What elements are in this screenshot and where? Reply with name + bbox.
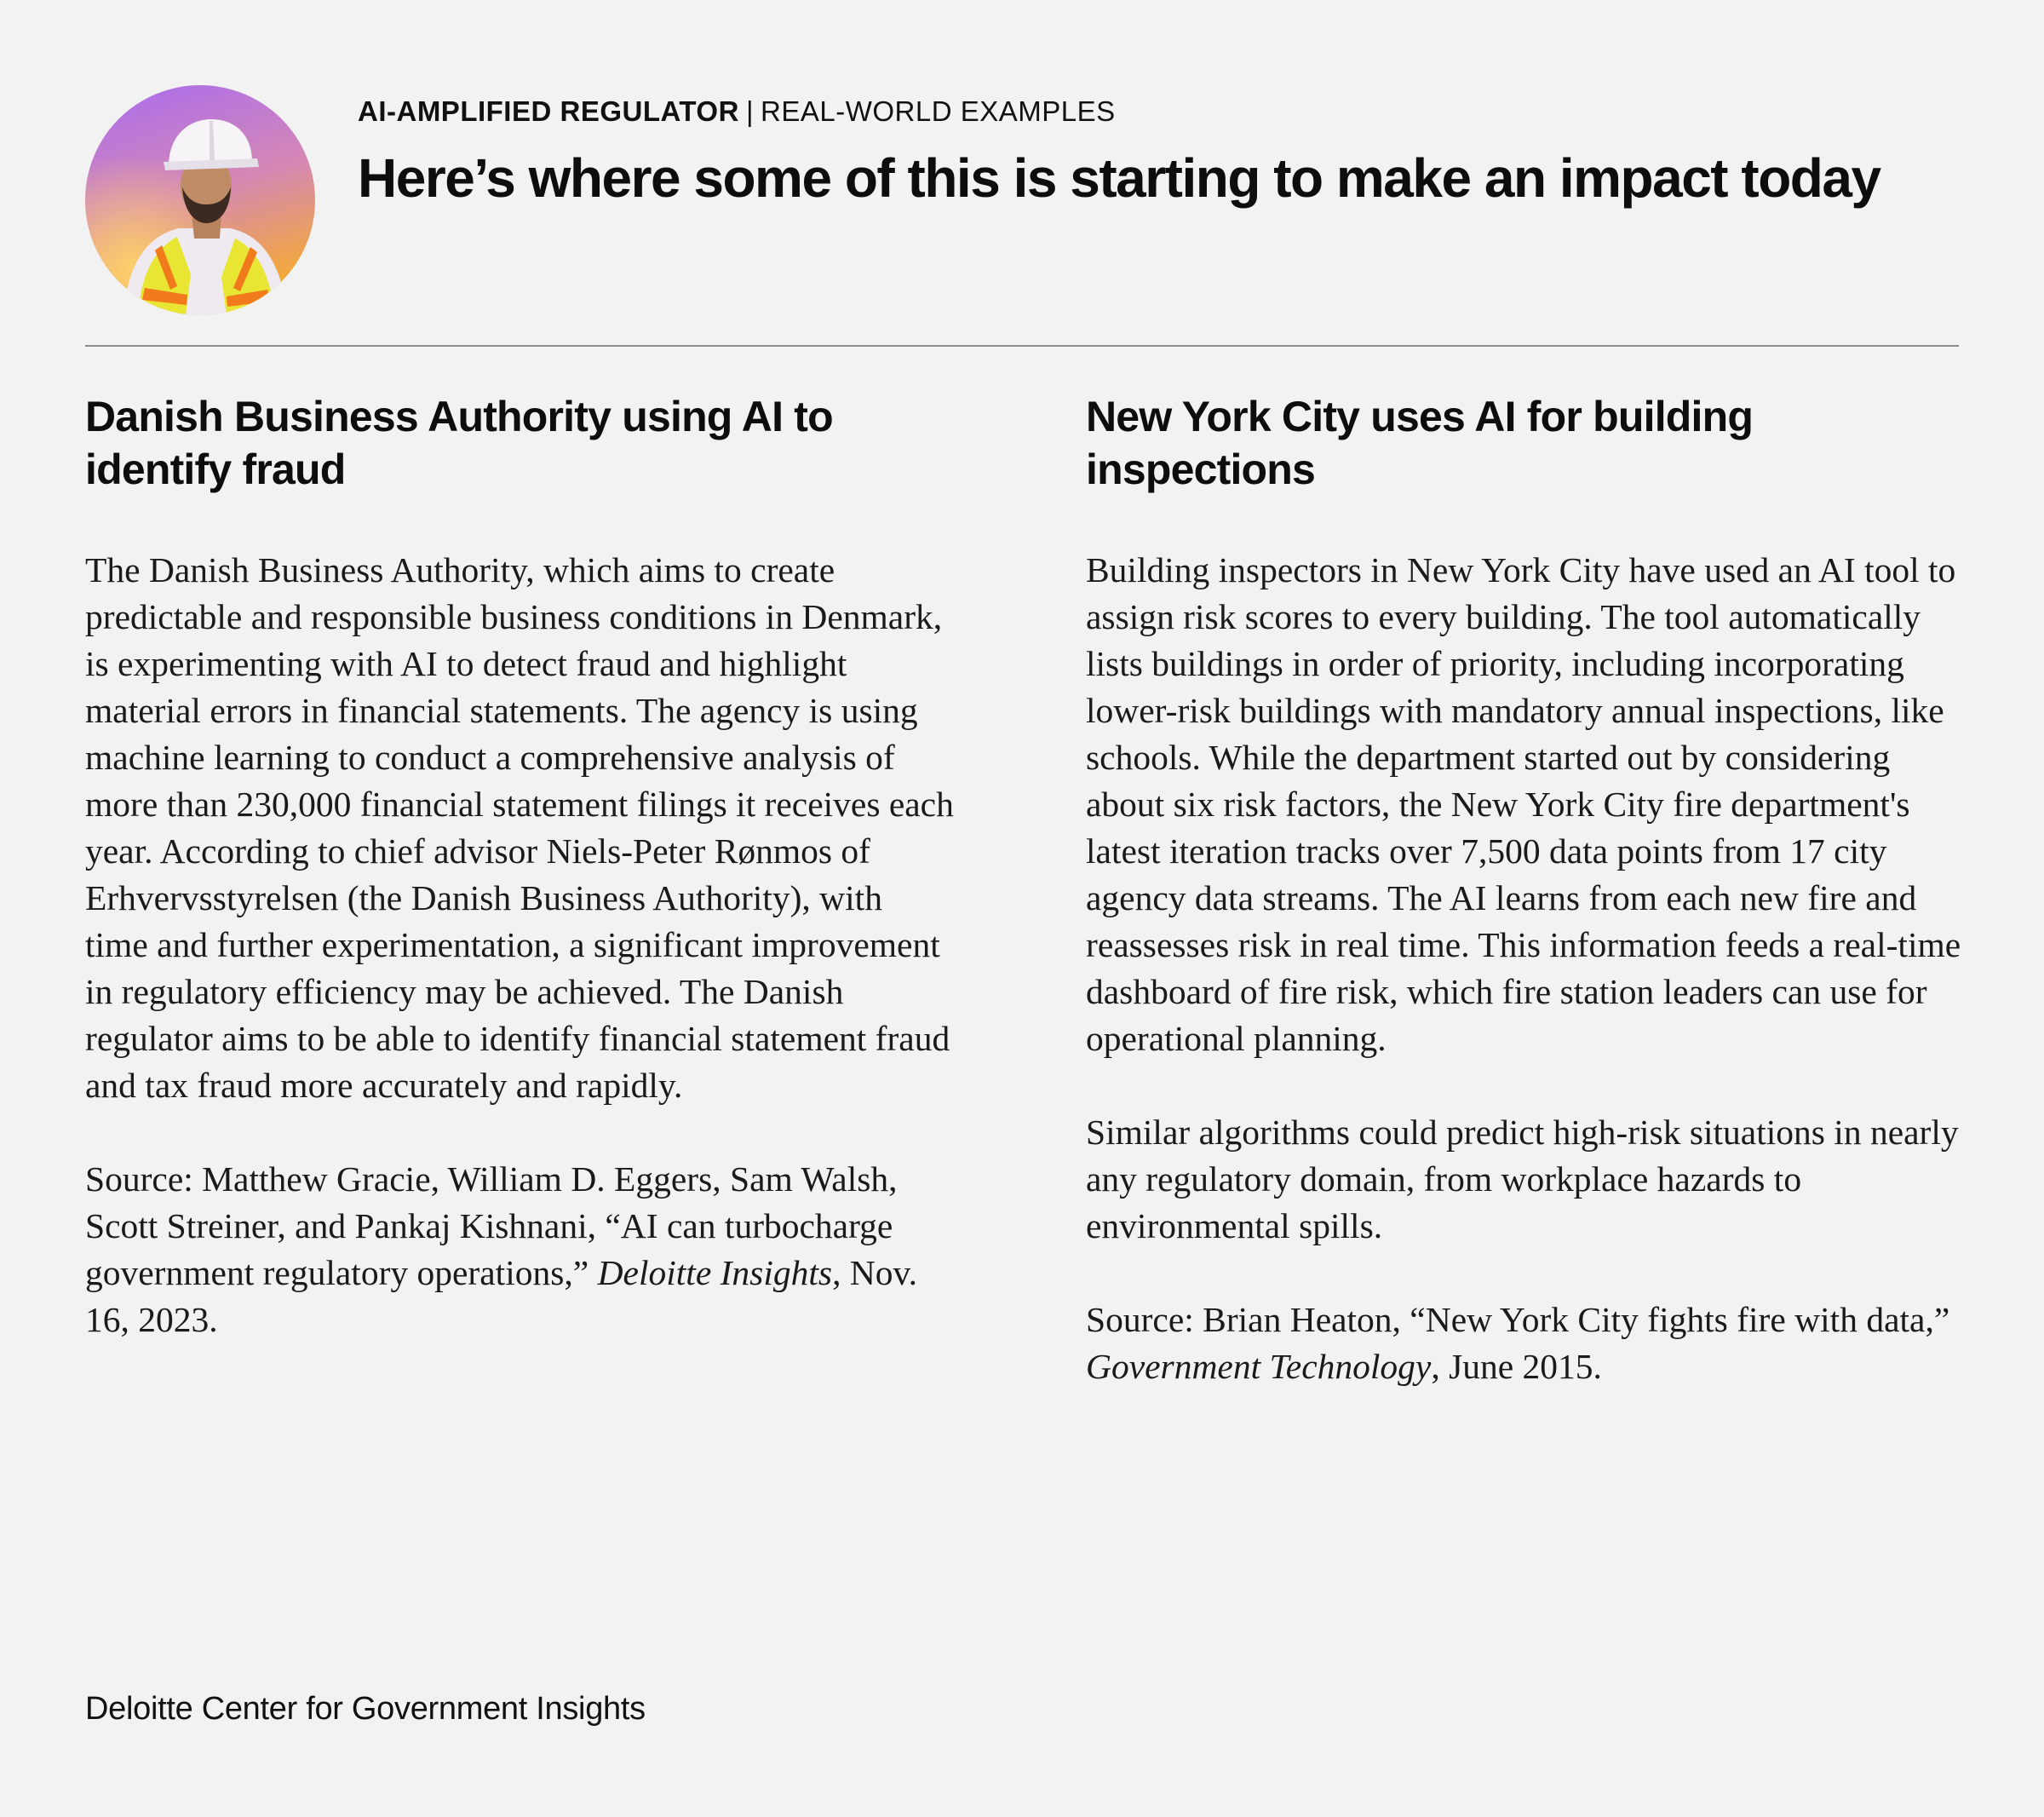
page-headline: Here’s where some of this is starting to make an impact today [358, 147, 1880, 209]
eyebrow-category: AI-AMPLIFIED REGULATOR [358, 95, 739, 127]
nyc-example-column [1086, 390, 1972, 1437]
nyc-example-body: Building inspectors in New York City have used an AI tool to assign risk scores to every building. The tool automatically lists buildings in order of priority, including incorporating lower-risk buildings with mandatory annual inspections, like schools. While the department started out by considering about six risk factors, the New York City fire department's latest iteration tracks over 7,500 data points from 17 city agency data streams. The AI learns from each new fire and reassesses risk in real time. This information feeds a real-time dashboard of fire risk, which fire station leaders can use for operational planning. [1086, 550, 1961, 1058]
eyebrow [358, 95, 1116, 128]
nyc-example-title: New York City uses AI for building inspections [1086, 393, 1754, 493]
nyc-example-source [1086, 1297, 1972, 1390]
danish-example-body: The Danish Business Authority, which aims to create predictable and responsible business conditions in Denmark, is experimenting with AI to detect fraud and highlight material errors in financial statements. The agency is using machine learning to conduct a comprehensive analysis of more than 230,000 financial statement filings it receives each year. According to chief advisor Niels-Peter Rønmos of Erhvervsstyrelsen (the Danish Business Authority), with time and further experimentation, a significant improvement in regulatory efficiency may be achieved. The Danish regulator aims to be able to identify financial statement fraud and tax fraud more accurately and rapidly. [85, 550, 954, 1105]
eyebrow-separator: | [745, 95, 755, 127]
nyc-source-publication: Government Technology [1086, 1347, 1432, 1386]
footer-credit: Deloitte Center for Government Insights [85, 1691, 646, 1727]
worker-photo-icon [85, 85, 315, 315]
worker-avatar [85, 85, 315, 315]
header-divider [85, 345, 1959, 347]
nyc-example-body-secondary: Similar algorithms could predict high-risk situations in nearly any regulatory domain, from workplace hazards to environmental spills. [1086, 1113, 1959, 1245]
eyebrow-subcategory: REAL-WORLD EXAMPLES [761, 95, 1116, 127]
nyc-source-text: Source: Brian Heaton, “New York City fights fire with data,” [1086, 1300, 1950, 1339]
danish-example-title: Danish Business Authority using AI to identify fraud [85, 393, 833, 493]
danish-example-source [85, 1156, 954, 1343]
danish-source-text: Source: Matthew Gracie, William D. Eggers, Sam Walsh, Scott Streiner, and Pankaj Kishnani, “AI can turbocharge government regulatory operations,” [85, 1159, 898, 1292]
danish-source-date: , Nov. 16, 2023. [85, 1253, 917, 1339]
nyc-source-date: , June 2015. [1431, 1347, 1602, 1386]
danish-example-column [85, 390, 954, 1390]
danish-source-publication: Deloitte Insights [597, 1253, 833, 1292]
